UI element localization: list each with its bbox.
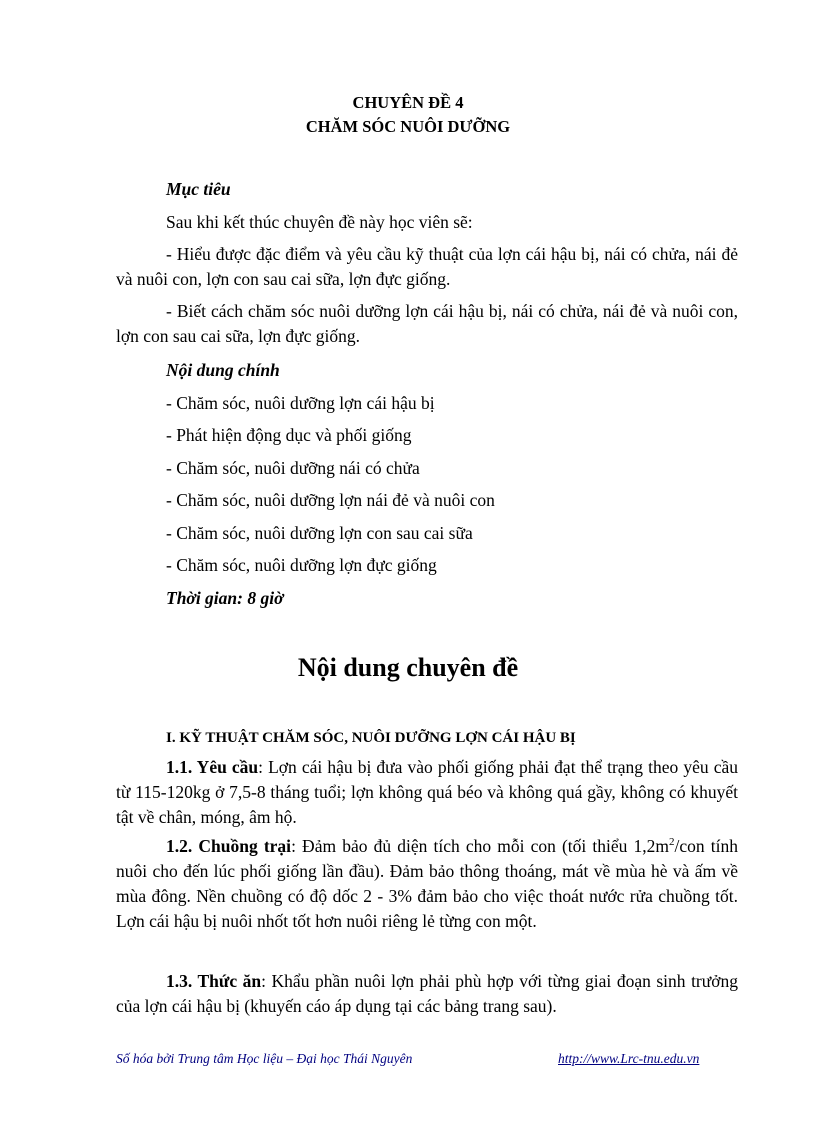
paragraph-housing	[116, 834, 738, 934]
section-heading: I. KỸ THUẬT CHĂM SÓC, NUÔI DƯỠNG LỢN CÁI HẬU BỊ	[166, 730, 576, 746]
paragraph-requirements	[116, 755, 738, 830]
paragraph-label: 1.2. Chuồng trại	[166, 836, 292, 856]
main-content-item: - Chăm sóc, nuôi dưỡng lợn cái hậu bị	[166, 393, 435, 413]
paragraph-text: : Đảm bảo đủ diện tích cho mỗi con (tối thiểu 1,2m	[291, 836, 670, 856]
main-content-item: - Chăm sóc, nuôi dưỡng lợn đực giống	[166, 555, 437, 575]
paragraph-text: : Lợn cái hậu bị đưa vào phối giống phải đạt thể trạng theo yêu cầu từ 115-120kg ở 7,5-8 tháng tuổi; lợn không quá béo và không quá gầy, không có khuyết tật về chân, móng, âm hộ.	[116, 757, 738, 827]
objectives-intro: Sau khi kết thúc chuyên đề này học viên sẽ:	[166, 212, 473, 232]
footer-source: Số hóa bởi Trung tâm Học liệu – Đại học Thái Nguyên	[116, 1051, 413, 1066]
main-content-item: - Chăm sóc, nuôi dưỡng lợn nái đẻ và nuôi con	[166, 490, 495, 510]
main-content-item: - Chăm sóc, nuôi dưỡng lợn con sau cai sữa	[166, 523, 473, 543]
paragraph-text: : Khẩu phần nuôi lợn phải phù hợp với từng giai đoạn sinh trưởng của lợn cái hậu bị (khuyến cáo áp dụng tại các bảng trang sau).	[116, 971, 738, 1016]
objectives-heading: Mục tiêu	[166, 179, 231, 199]
main-content-item: - Chăm sóc, nuôi dưỡng nái có chửa	[166, 458, 420, 478]
footer-link[interactable]: http://www.Lrc-tnu.edu.vn	[558, 1051, 700, 1066]
objective-item: - Biết cách chăm sóc nuôi dưỡng lợn cái hậu bị, nái có chửa, nái đẻ và nuôi con, lợn con sau cai sữa, lợn đực giống.	[116, 301, 738, 346]
paragraph-label: 1.3. Thức ăn	[166, 971, 262, 991]
paragraph-feed	[116, 969, 738, 1019]
chapter-title: CHĂM SÓC NUÔI DƯỠNG	[305, 117, 511, 136]
footer-link-wrap	[558, 1050, 699, 1068]
objective-item: - Hiểu được đặc điểm và yêu cầu kỹ thuật của lợn cái hậu bị, nái có chửa, nái đẻ và nuôi con, lợn con sau cai sữa, lợn đực giống.	[116, 244, 738, 289]
main-content-heading: Nội dung chính	[166, 360, 280, 380]
content-title: Nội dung chuyên đề	[297, 653, 519, 682]
chapter-number: CHUYÊN ĐỀ 4	[352, 93, 464, 112]
main-content-item: - Phát hiện động dục và phối giống	[166, 425, 412, 445]
superscript: 2	[669, 836, 675, 849]
paragraph-text: /con tính nuôi cho đến lúc phối giống lần đầu). Đảm bảo thông thoáng, mát về mùa hè và ấm về mùa đông. Nền chuồng có độ dốc 2 - 3% đảm bảo cho việc thoát nước rửa chuồng tốt. Lợn cái hậu bị nuôi nhốt tốt hơn nuôi riêng lẻ từng con một.	[116, 836, 739, 931]
paragraph-label: 1.1. Yêu cầu	[166, 757, 259, 777]
duration: Thời gian: 8 giờ	[166, 588, 284, 608]
